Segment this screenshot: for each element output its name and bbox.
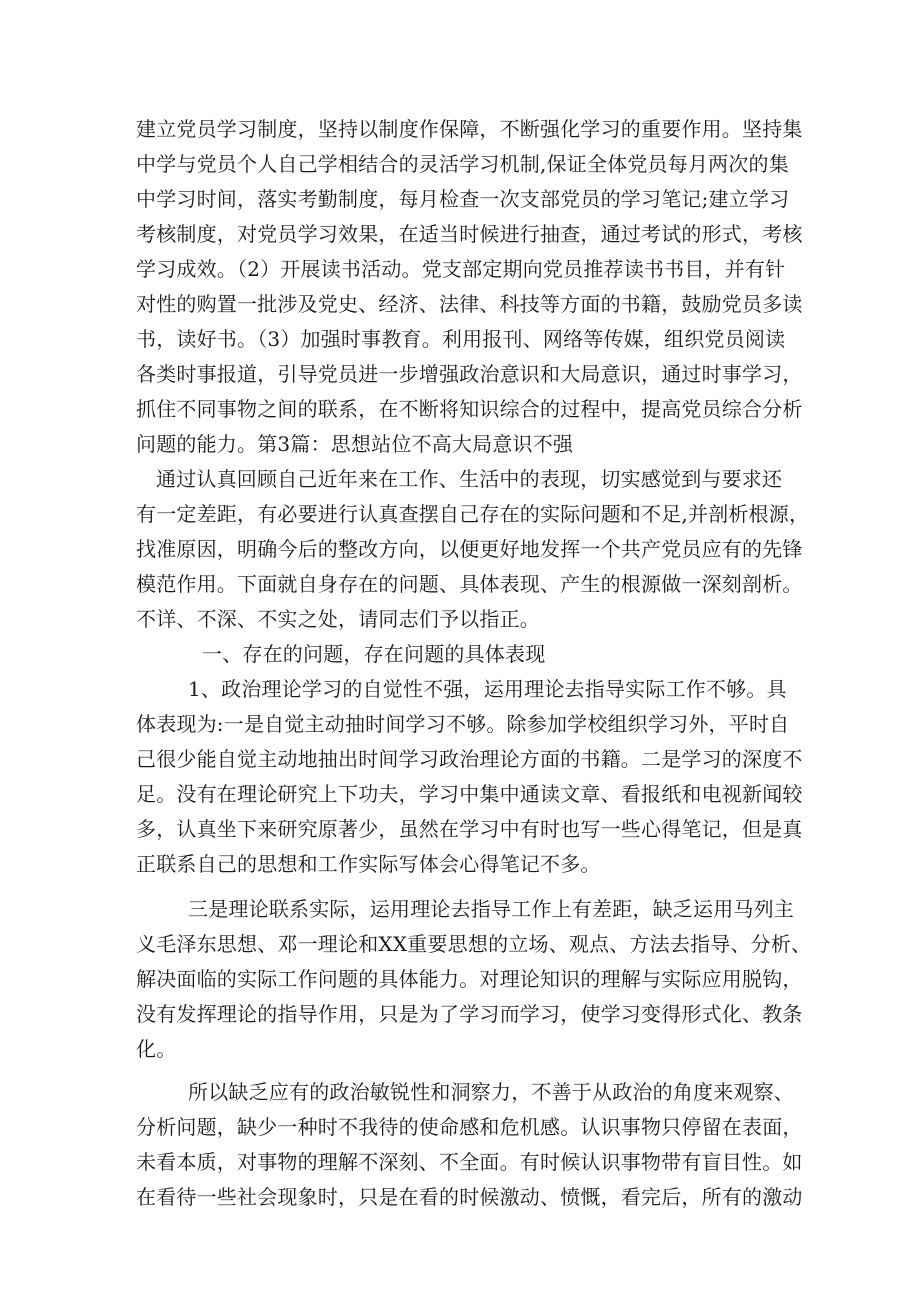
text-line: 没有发挥理论的指导作用，只是为了学习而学习，使学习变得形式化、教条 [136,1002,803,1026]
text-line: 抓住不同事物之间的联系，在不断将知识综合的过程中，提高党员综合分析 [136,397,803,421]
text-line: 建立党员学习制度，坚持以制度作保障，不断强化学习的重要作用。坚持集 [136,117,803,141]
text-line: 化。 [136,1037,177,1061]
text-line: 对性的购置一批涉及党史、经济、法律、科技等方面的书籍，鼓励党员多读 [136,292,803,316]
text-line: 未看本质，对事物的理解不深刻、不全面。有时候认识事物带有盲目性。如 [136,1150,803,1174]
text-line: 己很少能自觉主动地抽出时间学习政治理论方面的书籍。二是学习的深度不 [136,747,803,771]
text-line: 解决面临的实际工作问题的具体能力。对理论知识的理解与实际应用脱钩， [136,967,803,991]
text-line: 足。没有在理论研究上下功夫，学习中集中通读文章、看报纸和电视新闻较 [136,782,803,806]
text-line: 所以缺乏应有的政治敏锐性和洞察力，不善于从政治的角度来观察、 [188,1080,794,1104]
section-heading-line: 问题的能力。第3篇：思想站位不高大局意识不强 [136,432,574,456]
text-line: 正联系自己的思想和工作实际写体会心得笔记不多。 [136,852,601,876]
text-line: 找准原因，明确今后的整改方向，以便更好地发挥一个共产党员应有的先锋 [136,537,803,561]
text-line: 在看待一些社会现象时，只是在看的时候激动、愤慨，看完后，所有的激动 [136,1185,803,1209]
text-line: 三是理论联系实际，运用理论去指导工作上有差距，缺乏运用马列主 [188,897,794,921]
text-line: 学习成效。（2）开展读书活动。党支部定期向党员推荐读书书目，并有针 [136,257,786,281]
text-line: 通过认真回顾自己近年来在工作、生活中的表现，切实感觉到与要求还 [156,467,783,491]
text-line: 考核制度，对党员学习效果，在适当时候进行抽查，通过考试的形式，考核 [136,222,803,246]
text-line: 多，认真坐下来研究原著少，虽然在学习中有时也写一些心得笔记，但是真 [136,817,803,841]
text-line: 义毛泽东思想、邓一理论和XX重要思想的立场、观点、方法去指导、分析、 [136,932,812,956]
text-line: 中学与党员个人自己学相结合的灵活学习机制,保证全体党员每月两次的集 [136,152,789,176]
text-line: 有一定差距，有必要进行认真查摆自己存在的实际问题和不足,并剖析根源， [136,502,810,526]
subheading-line: 一、存在的问题，存在问题的具体表现 [202,642,546,666]
text-line: 中学习时间，落实考勤制度，每月检查一次支部党员的学习笔记;建立学习 [136,187,790,211]
text-line: 1、政治理论学习的自觉性不强，运用理论去指导实际工作不够。具 [188,677,787,701]
text-line: 体表现为:一是自觉主动抽时间学习不够。除参加学校组织学习外，平时自 [136,712,790,736]
text-line: 分析问题，缺少一种时不我待的使命感和危机感。认识事物只停留在表面， [136,1115,803,1139]
text-line: 各类时事报道，引导党员进一步增强政治意识和大局意识，通过时事学习， [136,362,803,386]
text-line: 模范作用。下面就自身存在的问题、具体表现、产生的根源做一深刻剖析。 [136,572,803,596]
text-line: 不详、不深、不实之处，请同志们予以指正。 [136,607,540,631]
text-line: 书，读好书。（3）加强时事教育。利用报刊、网络等传媒，组织党员阅读 [136,327,786,351]
